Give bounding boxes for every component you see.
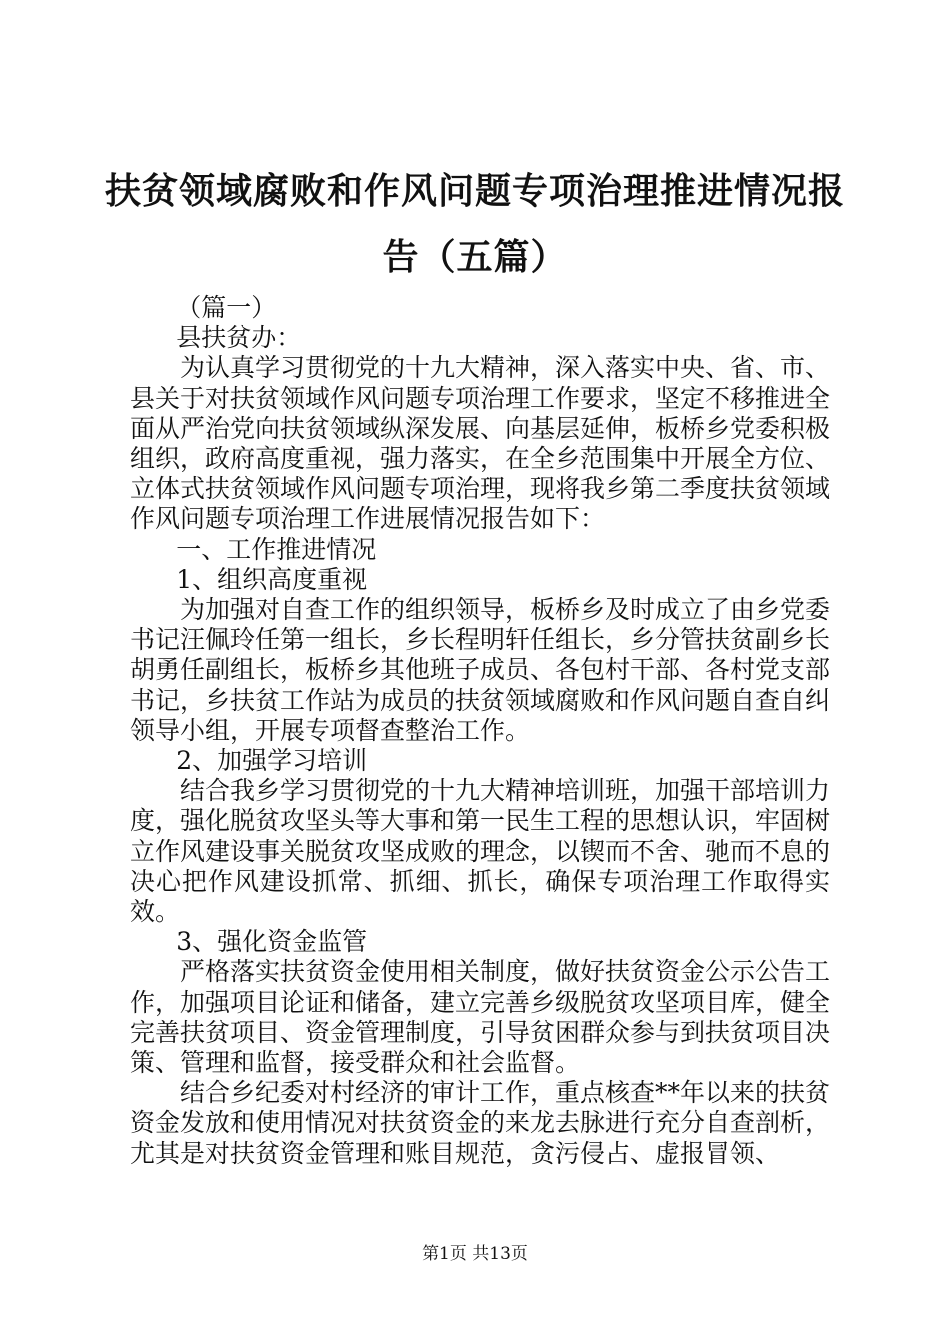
document-body xyxy=(130,293,830,1169)
heading: 一、工作推进情况 xyxy=(176,534,377,564)
title-line-1: 扶贫领域腐败和作风问题专项治理推进情况报 xyxy=(104,170,845,212)
body-paragraph: 严格落实扶贫资金使用相关制度，做好扶贫资金公示公告工作，加强项目论证和储备，建立完善乡级脱贫攻坚项目库，健全完善扶贫项目、资金管理制度，引导贫困群众参与到扶贫项目决策、管理和监督，接受群众和社会监督。 xyxy=(130,957,831,1078)
body-paragraph: 结合我乡学习贯彻党的十九大精神培训班，加强干部培训力度，强化脱贫攻坚头等大事和第一民生工程的思想认识，牢固树立作风建设事关脱贫攻坚成败的理念，以锲而不舍、驰而不息的决心把作风建设抓常、抓细、抓长，确保专项治理工作取得实效。 xyxy=(130,776,831,927)
subheading: 3、强化资金监管 xyxy=(176,927,368,957)
body-paragraph: 结合乡纪委对村经济的审计工作，重点核查**年以来的扶贫资金发放和使用情况对扶贫资金的来龙去脉进行充分自查剖析，尤其是对扶贫资金管理和账目规范，贪污侵占、虚报冒领、 xyxy=(130,1078,831,1168)
document-title xyxy=(100,158,850,290)
page-footer: 第1页 共13页 xyxy=(422,1244,528,1264)
salutation: 县扶贫办： xyxy=(176,323,302,353)
subheading: 1、组织高度重视 xyxy=(176,564,368,594)
body-paragraph: 为认真学习贯彻党的十九大精神，深入落实中央、省、市、县关于对扶贫领域作风问题专项治理工作要求，坚定不移推进全面从严治党向扶贫领域纵深发展、向基层延伸，板桥乡党委积极组织，政府高度重视，强力落实，在全乡范围集中开展全方位、立体式扶贫领域作风问题专项治理，现将我乡第二季度扶贫领域作风问题专项治理工作进展情况报告如下： xyxy=(130,353,831,534)
subheading: 2、加强学习培训 xyxy=(176,746,368,776)
section-label: （篇一） xyxy=(176,293,277,322)
body-paragraph: 为加强对自查工作的组织领导，板桥乡及时成立了由乡党委书记汪佩玲任第一组长，乡长程明轩任组长，乡分管扶贫副乡长胡勇任副组长，板桥乡其他班子成员、各包村干部、各村党支部书记，乡扶贫工作站为成员的扶贫领域腐败和作风问题自查自纠领导小组，开展专项督查整治工作。 xyxy=(130,595,831,745)
title-line-2: 告（五篇） xyxy=(382,236,568,278)
